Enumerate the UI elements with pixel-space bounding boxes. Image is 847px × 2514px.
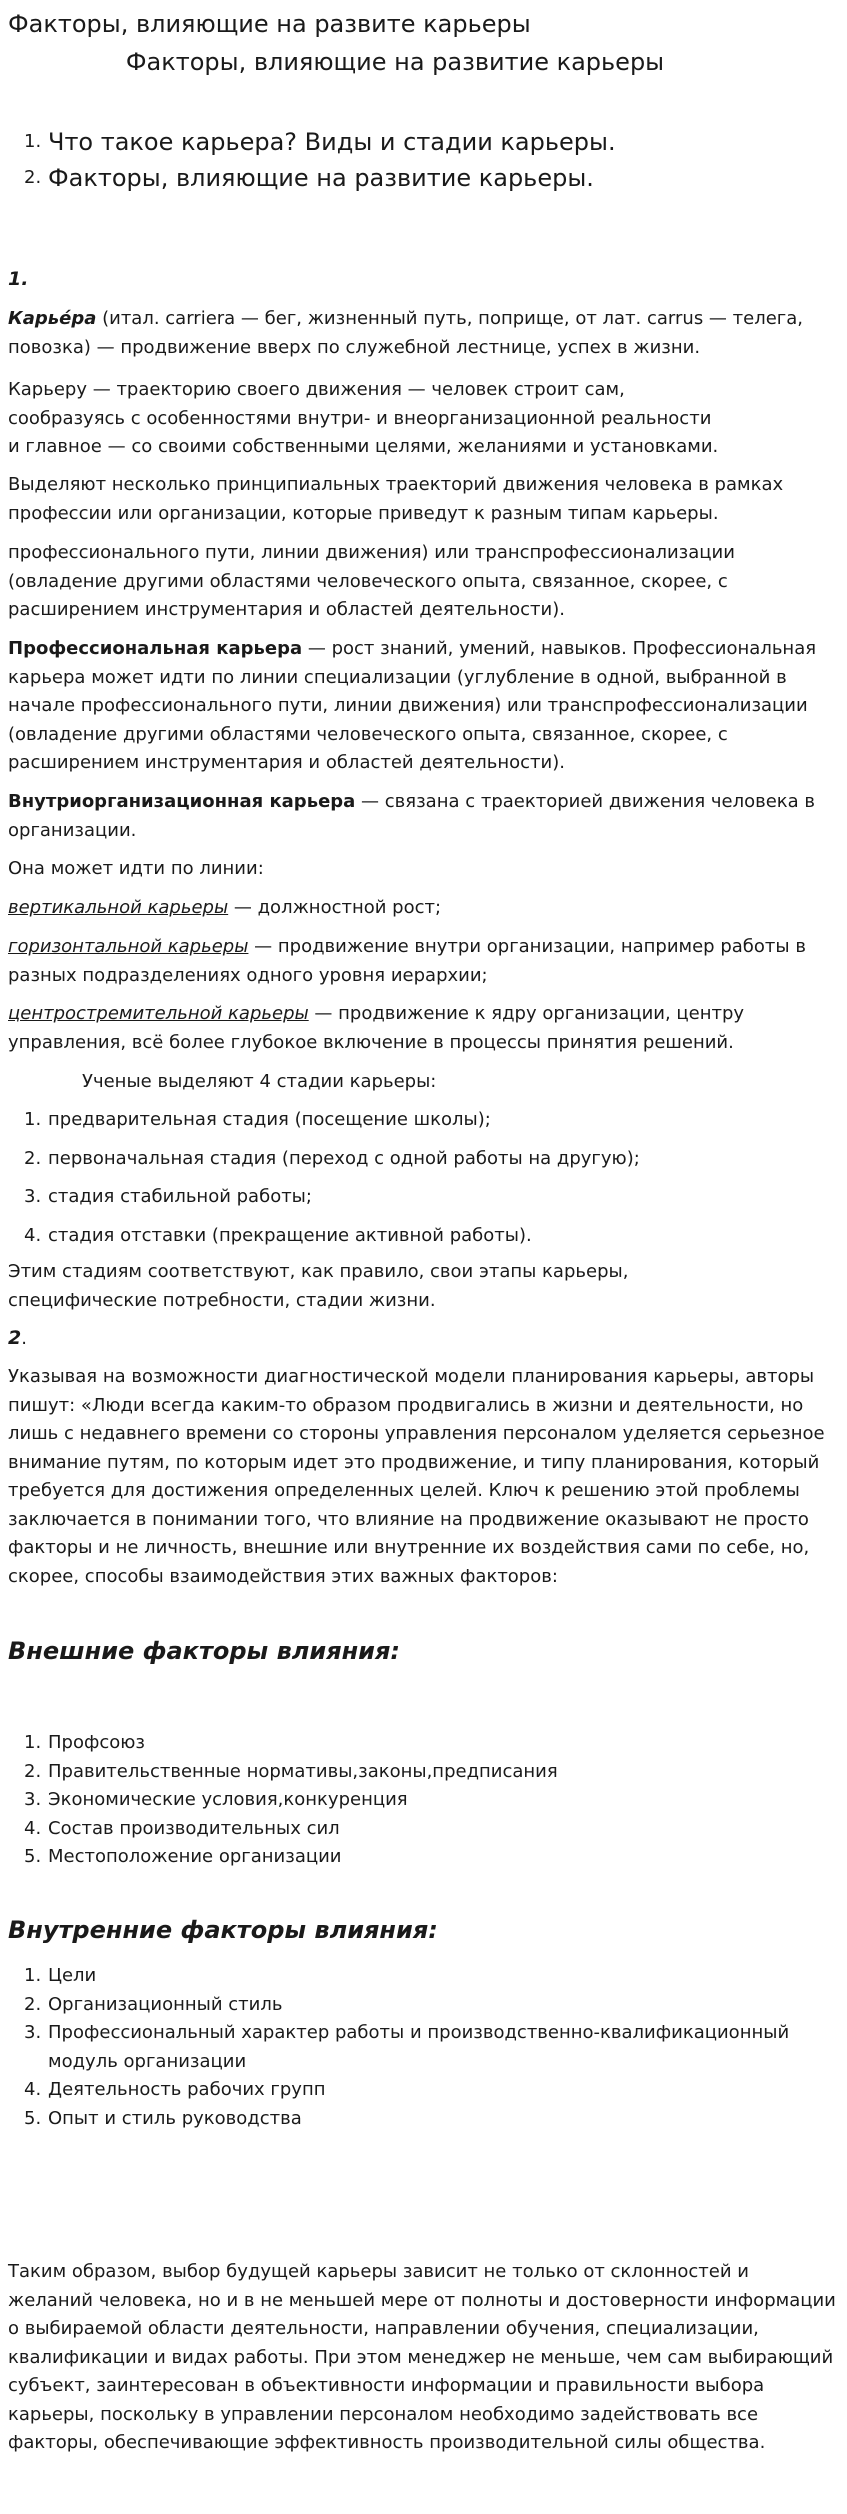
- stages-note: [8, 1258, 838, 1315]
- horizontal-career-term: горизонтальной карьеры: [8, 936, 249, 957]
- list-item-number: 2.: [24, 1760, 42, 1782]
- section-1-marker: 1.: [8, 268, 29, 290]
- list-item: [8, 1729, 838, 1758]
- career-stages-list: [8, 1106, 838, 1260]
- professional-career-paragraph: [8, 635, 838, 778]
- list-item-number: 2.: [24, 1147, 42, 1169]
- list-item: [8, 1758, 838, 1787]
- professional-career-text: — рост знаний, умений, навыков. Профессиональная карьера может идти по линии специализации (углубление в одной, выбранной в начале профессионального пути, линии движения) или транспрофессионализации (овладение другими областями человеческого опыта, связанное, скорее, с расширением инструментария и областей деятельности).: [8, 638, 817, 773]
- definition-term: Карье́ра: [8, 308, 97, 329]
- trajectory-line-2: сообразуясь с особенностями внутри- и внеорганизационной реальности: [8, 407, 712, 429]
- list-item-text: стадия отставки (прекращение активной работы).: [48, 1224, 532, 1246]
- list-item-number: 1.: [24, 1965, 42, 1986]
- page-heading: Факторы, влияющие на развитие карьеры: [125, 48, 665, 76]
- internal-factors-list: [8, 1962, 838, 2133]
- centripetal-career-paragraph: [8, 1000, 838, 1057]
- list-item-number: 3.: [24, 1789, 42, 1810]
- centripetal-career-text: — продвижение к ядру организации, центру управления, всё более глубокое включение в процессы принятия решений.: [8, 1003, 745, 1053]
- list-item: [8, 1815, 838, 1844]
- external-factors-title: Внешние факторы влияния:: [8, 1637, 401, 1665]
- vertical-career-paragraph: [8, 894, 838, 923]
- stages-note-line-2: специфические потребности, стадии жизни.: [8, 1289, 436, 1311]
- list-item: [8, 1962, 838, 1991]
- external-factors-list: [8, 1729, 838, 1872]
- stages-intro: Ученые выделяют 4 стадии карьеры:: [82, 1071, 437, 1092]
- list-item-text: Опыт и стиль руководства: [48, 2107, 302, 2129]
- list-item-text: предварительная стадия (посещение школы);: [48, 1109, 491, 1130]
- toc-item-text: Факторы, влияющие на развитие карьеры.: [48, 164, 594, 192]
- list-item: [8, 2105, 838, 2134]
- intraorganizational-career-term: Внутриорганизационная карьера: [8, 791, 356, 812]
- list-item-number: 3.: [24, 1186, 42, 1207]
- definition-text: (итал. carriera — бег, жизненный путь, поприще, от лат. carrus — телега, повозка) — продвижение вверх по служебной лестнице, успех в жизни.: [8, 308, 803, 358]
- list-item-text: Профсоюз: [48, 1732, 145, 1753]
- toc-item: [8, 160, 616, 196]
- toc-item-text: Что такое карьера? Виды и стадии карьеры.: [48, 128, 616, 156]
- professional-career-term: Профессиональная карьера: [8, 638, 303, 659]
- section-2-number: 2: [8, 1327, 22, 1349]
- list-item-number: 2.: [24, 1993, 42, 2015]
- vertical-career-term: вертикальной карьеры: [8, 897, 229, 918]
- horizontal-career-paragraph: [8, 933, 838, 990]
- career-definition: [8, 305, 838, 362]
- centripetal-career-term: центростремительной карьеры: [8, 1003, 309, 1024]
- stages-note-line-1: Этим стадиям соответствуют, как правило, свои этапы карьеры,: [8, 1261, 629, 1282]
- list-item-number: 4.: [24, 1817, 42, 1839]
- section-2-dot: .: [21, 1328, 27, 1349]
- conclusion-paragraph: Таким образом, выбор будущей карьеры зависит не только от склонностей и желаний человека, но и в не меньшей мере от полноты и достоверности информации о выбираемой области деятельности, направлении обучения, специализации, квалификации и видах работы. При этом менеджер не меньше, чем сам выбирающий субъект, заинтересован в объективности информации и правильности выбора карьеры, поскольку в управлении персоналом необходимо задействовать все факторы, обеспечивающие эффективность производительной силы общества.: [8, 2261, 836, 2453]
- intraorganizational-career-paragraph: [8, 788, 838, 845]
- list-item: [8, 1106, 838, 1135]
- list-item-text: Местоположение организации: [48, 1846, 342, 1867]
- list-item-text: Профессиональный характер работы и производственно-квалификационный модуль организации: [48, 2022, 790, 2072]
- list-item-number: 5.: [24, 1846, 42, 1867]
- intraorganizational-career-text: — связана с траекторией движения человека в организации.: [8, 791, 816, 841]
- list-item: [8, 2019, 838, 2076]
- list-item-number: 1.: [24, 1109, 42, 1130]
- toc-item-number: 1.: [24, 131, 42, 152]
- list-item-text: Состав производительных сил: [48, 1817, 340, 1839]
- internal-factors-title: Внутренние факторы влияния:: [8, 1916, 438, 1944]
- list-item-text: первоначальная стадия (переход с одной работы на другую);: [48, 1147, 640, 1169]
- list-item-text: Цели: [48, 1965, 97, 1986]
- list-item-number: 1.: [24, 1732, 42, 1753]
- trajectory-line-1: Карьеру — траекторию своего движения — человек строит сам,: [8, 379, 625, 400]
- trajectory-paragraph: [8, 376, 838, 462]
- list-item-number: 3.: [24, 2022, 42, 2043]
- vertical-career-text: — должностной рост;: [228, 897, 442, 918]
- horizontal-career-text: — продвижение внутри организации, например работы в разных подразделениях одного уровня иерархии;: [8, 936, 806, 986]
- list-item-number: 5.: [24, 2107, 42, 2129]
- list-item-text: стадия стабильной работы;: [48, 1186, 312, 1207]
- toc-item-number: 2.: [24, 167, 42, 188]
- planning-model-paragraph: Указывая на возможности диагностической модели планирования карьеры, авторы пишут: «Люди всегда каким-то образом продвигались в жизни и деятельности, но лишь с недавнего времени со стороны управления персоналом уделяется серьезное внимание путям, по которым идет это продвижение, и типу планирования, который требуется для достижения определенных целей. Ключ к решению этой проблемы заключается в понимании того, что влияние на продвижение оказывают не просто факторы и не личность, внешние или внутренние их воздействия сами по себе, но, скорее, способы взаимодействия этих важных факторов:: [8, 1366, 825, 1587]
- list-item-text: Экономические условия,конкуренция: [48, 1789, 408, 1810]
- toc-item: [8, 124, 616, 160]
- list-item: [8, 1145, 838, 1174]
- list-item-text: Деятельность рабочих групп: [48, 2079, 326, 2100]
- list-item: [8, 2076, 838, 2105]
- list-item-text: Организационный стиль: [48, 1993, 283, 2015]
- list-item-number: 4.: [24, 1224, 42, 1246]
- list-item-text: Правительственные нормативы,законы,предписания: [48, 1760, 558, 1782]
- principal-trajectories-paragraph: Выделяют несколько принципиальных траекторий движения человека в рамках профессии или организации, которые приведут к разным типам карьеры.: [8, 474, 784, 524]
- list-item: [8, 1786, 838, 1815]
- section-2-marker: [8, 1324, 838, 1354]
- trajectory-line-3: и главное — со своими собственными целями, желаниями и установками.: [8, 436, 719, 457]
- list-item: [8, 1991, 838, 2020]
- list-item: [8, 1183, 838, 1212]
- list-item: [8, 1222, 838, 1251]
- list-item: [8, 1843, 838, 1872]
- career-lines-intro: Она может идти по линии:: [8, 858, 264, 879]
- professional-path-paragraph: профессионального пути, линии движения) или транспрофессионализации (овладение другими областями человеческого опыта, связанное, скорее, с расширением инструментария и областей деятельности).: [8, 542, 735, 620]
- list-item-number: 4.: [24, 2079, 42, 2100]
- table-of-contents: [8, 124, 616, 196]
- document-title: Факторы, влияющие на развите карьеры: [8, 10, 531, 38]
